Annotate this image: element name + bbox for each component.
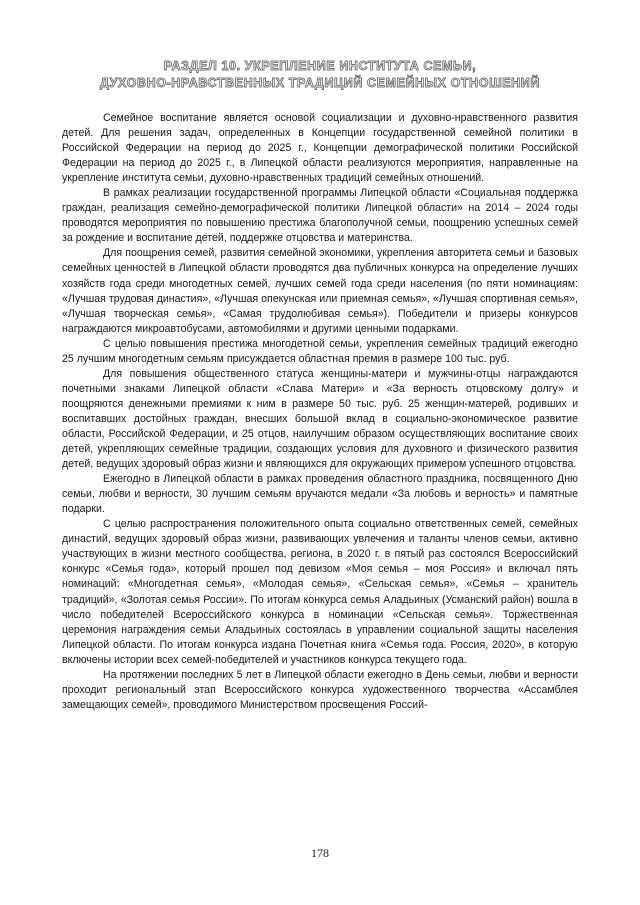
- paragraph-public-contests: Для поощрения семей, развития семейной экономики, укрепления авторитета семьи и базовых семейных ценностей в Липецкой области проводятся два публичных конкурса на определение лучших хозяйств года среди многодетных семей, лучших семей года среди населения (по пяти номинациям: «Лучшая трудовая династия», «Лучшая опекунская или приемная семья», «Лучшая спортивная семья», «Лучшая творческая семья», «Самая трудолюбивая семья»). Победители и призеры конкурсов награждаются микроавтобусами, автомобилями и другими ценными подарками.: [62, 247, 578, 335]
- paragraph-state-program: В рамках реализации государственной программы Липецкой области «Социальная поддержка граждан, реализация семейно-демографической политики Липецкой области» на 2014 – 2024 годы проводятся мероприятия по повышению престижа благополучной семьи, поощрению успешных семей за рождение и воспитание детей, поддержке отцовства и материнства.: [62, 187, 578, 245]
- section-title-line-2: ДУХОВНО-НРАВСТВЕННЫХ ТРАДИЦИЙ СЕМЕЙНЫХ ОТНОШЕНИЙ: [100, 76, 540, 90]
- paragraph-foster-assembly: На протяжении последних 5 лет в Липецкой области ежегодно в День семьи, любви и верности проходит региональный этап Всероссийского конкурса художественного творчества «Ассамблея замещающих семей», проводимого Министерством просвещения Россий-: [62, 668, 578, 711]
- paragraph-family-upbringing: Семейное воспитание является основой социализации и духовно-нравственного развития детей. Для решения задач, определенных в Концепции государственной семейной политики в Российской Федерации на период до 2025 г., Концепции демографической политики Российской Федерации на период до 2025 г., в Липецкой области реализуются мероприятия, направленные на укрепление института семьи, духовно-нравственных традиций семейных отношений.: [62, 112, 578, 185]
- paragraph-family-day-medals: Ежегодно в Липецкой области в рамках проведения областного праздника, посвященного Дню семьи, любви и верности, 30 лучшим семьям вручаются медали «За любовь и верность» и памятные подарки.: [62, 473, 578, 516]
- paragraph-family-of-the-year: С целью распространения положительного опыта социально ответственных семей, семейных династий, ведущих здоровый образ жизни, развивающих увлечения и таланты членов семьи, активно участвующих в жизни местного сообщества, региона, в 2020 г. в пятый раз состоялся Всероссийский конкурс «Семья года», который прошел под девизом «Моя семья – моя Россия» и включал пять номинаций: «Многодетная семья», «Молодая семья», «Сельская семья», «Семья – хранитель традиций», «Золотая семья России». По итогам конкурса семья Аладьиных (Усманский район) вошла в число победителей Всероссийского конкурса в номинации «Сельская семья». Торжественная церемония награждения семьи Аладьиных состоялась в управлении социальной защиты населения Липецкой области. По итогам конкурса издана Почетная книга «Семья года. Россия, 2020», в которую включены истории всех семей-победителей и участников конкурса текущего года.: [62, 518, 578, 666]
- paragraph-honor-badges: Для повышения общественного статуса женщины-матери и мужчины-отцы награждаются почетными знаками Липецкой области «Слава Матери» и «За верность отцовскому долгу» и поощряются денежными премиями к ним в размере 50 тыс. руб. 25 женщин-матерей, родивших и воспитавших достойных граждан, внесших большой вклад в социально-экономическое развитие области, Российской Федерации, и 25 отцов, наилучшим образом осуществляющих воспитание своих детей, укрепляющих семейные традиции, создающих условия для духовного и физического развития детей, ведущих здоровый образ жизни и являющихся для окружающих примером успешного отцовства.: [62, 367, 578, 471]
- page-number: 178: [311, 846, 329, 860]
- body-text: [62, 111, 578, 713]
- section-title-line-1: РАЗДЕЛ 10. УКРЕПЛЕНИЕ ИНСТИТУТА СЕМЬИ,: [163, 59, 477, 73]
- paragraph-regional-prize: С целью повышения престижа многодетной семьи, укрепления семейных традиций ежегодно 25 лучшим многодетным семьям присуждается областная премия в размере 100 тыс. руб.: [62, 337, 578, 365]
- section-heading: [60, 58, 580, 92]
